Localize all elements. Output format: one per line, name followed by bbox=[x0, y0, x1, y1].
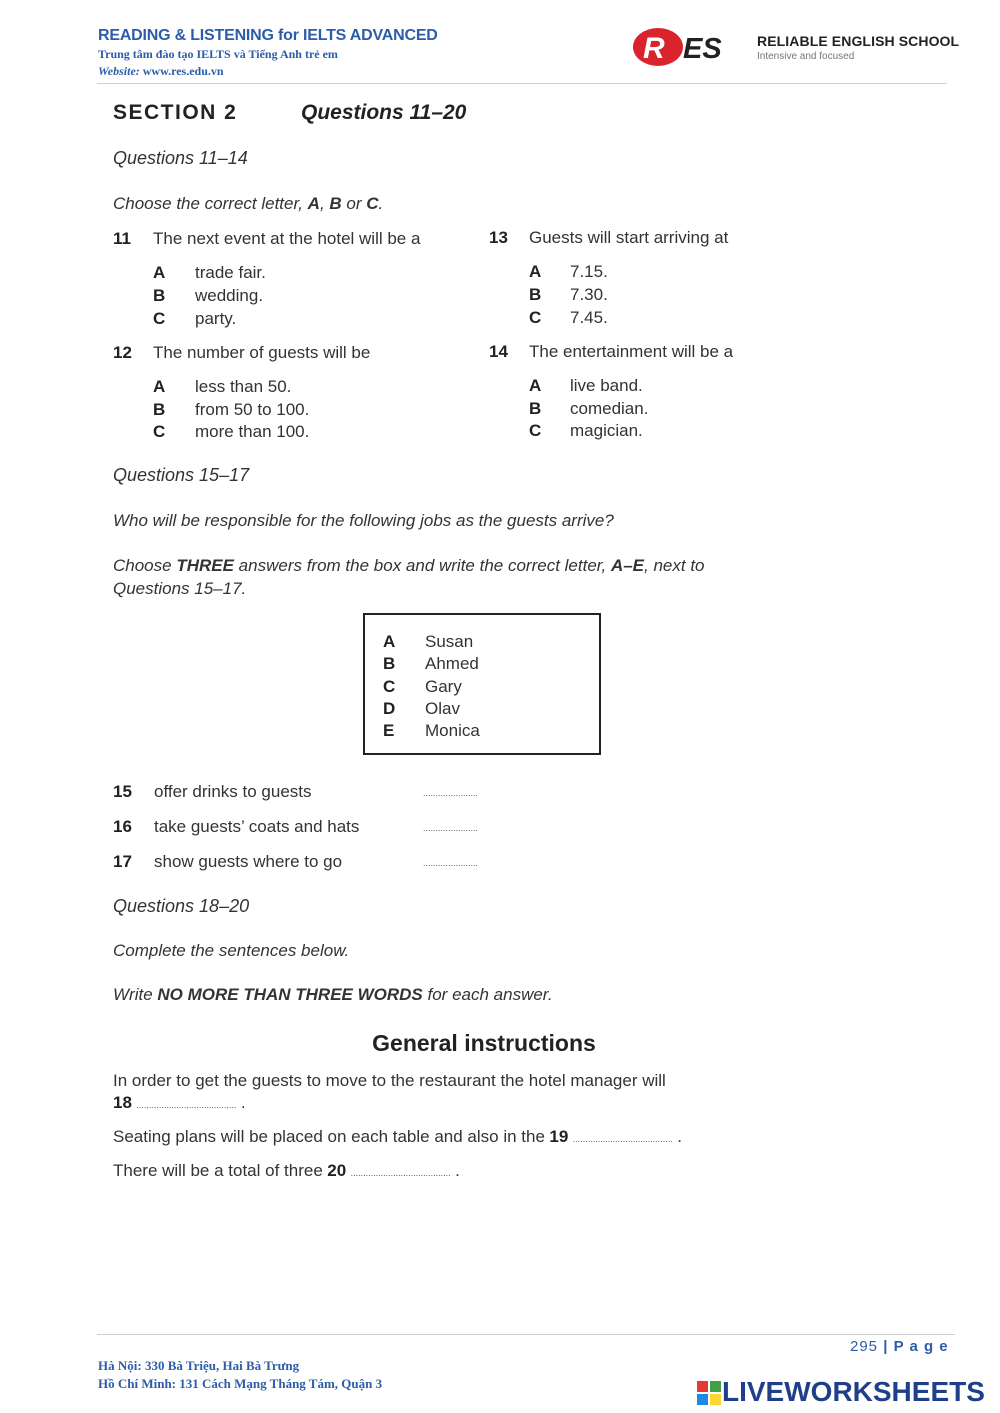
sentence-18-answer: 18 ........................................ . bbox=[113, 1093, 246, 1112]
question-stem: The next event at the hotel will be a bbox=[153, 229, 421, 248]
address-hanoi: Hà Nội: 330 Bà Triệu, Hai Bà Trưng bbox=[98, 1358, 300, 1373]
option-text[interactable]: comedian. bbox=[570, 399, 649, 418]
option-letter[interactable]: C bbox=[153, 309, 166, 328]
option-letter[interactable]: B bbox=[153, 286, 166, 305]
liveworksheets-brand[interactable]: LIVEWORKSHEETS bbox=[722, 1376, 985, 1407]
box-letter: D bbox=[383, 699, 396, 718]
svg-text:ES: ES bbox=[683, 33, 722, 65]
box-name: Gary bbox=[425, 677, 462, 696]
option-letter[interactable]: C bbox=[529, 308, 542, 327]
item-number: 15 bbox=[113, 782, 132, 801]
answer-blank[interactable]: ...................... bbox=[423, 823, 479, 833]
option-letter[interactable]: A bbox=[153, 263, 166, 282]
option-letter[interactable]: A bbox=[529, 262, 542, 281]
option-text[interactable]: from 50 to 100. bbox=[195, 400, 310, 419]
question-number: 12 bbox=[113, 343, 132, 362]
header-website bbox=[98, 64, 224, 79]
answer-blank[interactable]: ........................................ bbox=[350, 1168, 451, 1178]
part3-word-limit: Write NO MORE THAN THREE WORDS for each answer. bbox=[113, 985, 553, 1004]
part2-instruction-line2: Questions 15–17. bbox=[113, 579, 247, 598]
option-letter[interactable]: A bbox=[529, 376, 542, 395]
section-title: SECTION 2 bbox=[113, 101, 238, 124]
part2-instruction: Choose THREE answers from the box and write the correct letter, A–E, next to bbox=[113, 556, 705, 575]
part3-instruction: Complete the sentences below. bbox=[113, 941, 350, 960]
option-text[interactable]: 7.15. bbox=[570, 262, 608, 281]
item-number: 16 bbox=[113, 817, 132, 836]
option-text[interactable]: trade fair. bbox=[195, 263, 266, 282]
section-questions-range: Questions 11–20 bbox=[301, 101, 467, 124]
box-name: Monica bbox=[425, 721, 480, 740]
box-name: Olav bbox=[425, 699, 460, 718]
option-text[interactable]: wedding. bbox=[195, 286, 264, 305]
box-letter: A bbox=[383, 632, 396, 651]
box-letter: B bbox=[383, 654, 396, 673]
blank-number: 18 bbox=[113, 1093, 132, 1112]
page-number: 295 | P a g e bbox=[850, 1338, 949, 1355]
question-stem: The entertainment will be a bbox=[529, 342, 734, 361]
option-letter[interactable]: B bbox=[529, 285, 542, 304]
box-letter: E bbox=[383, 721, 395, 740]
names-box bbox=[363, 613, 601, 755]
answer-blank[interactable]: ...................... bbox=[423, 858, 479, 868]
question-stem: The number of guests will be bbox=[153, 343, 371, 362]
option-text[interactable]: party. bbox=[195, 309, 237, 328]
question-number: 11 bbox=[113, 229, 131, 248]
part2-heading: Questions 15–17 bbox=[113, 465, 250, 485]
school-name: RELIABLE ENGLISH SCHOOL bbox=[757, 33, 960, 49]
option-text[interactable]: live band. bbox=[570, 376, 643, 395]
header-divider bbox=[97, 83, 947, 84]
item-text: take guests’ coats and hats bbox=[154, 817, 360, 836]
general-instructions-title: General instructions bbox=[372, 1030, 596, 1056]
website-url[interactable]: www.res.edu.vn bbox=[142, 64, 224, 78]
option-letter[interactable]: B bbox=[529, 399, 542, 418]
part1-heading: Questions 11–14 bbox=[113, 148, 248, 168]
sentence-18-text: In order to get the guests to move to the restaurant the hotel manager will bbox=[113, 1071, 666, 1090]
question-number: 13 bbox=[489, 228, 508, 247]
item-number: 17 bbox=[113, 852, 132, 871]
item-text: offer drinks to guests bbox=[154, 782, 312, 801]
option-text[interactable]: less than 50. bbox=[195, 377, 292, 396]
box-name: Susan bbox=[425, 632, 474, 651]
option-letter[interactable]: B bbox=[153, 400, 166, 419]
answer-blank[interactable]: ...................... bbox=[423, 788, 479, 798]
part2-question-line: Who will be responsible for the following jobs as the guests arrive? bbox=[113, 511, 614, 530]
option-letter[interactable]: A bbox=[153, 377, 166, 396]
question-stem: Guests will start arriving at bbox=[529, 228, 729, 247]
blank-number: 20 bbox=[327, 1161, 347, 1180]
option-letter[interactable]: C bbox=[529, 421, 542, 440]
part1-instruction: Choose the correct letter, A, B or C. bbox=[113, 194, 384, 213]
liveworksheets-logo-icon bbox=[697, 1381, 721, 1405]
part3-heading: Questions 18–20 bbox=[113, 896, 250, 916]
res-logo bbox=[632, 27, 752, 67]
option-letter[interactable]: C bbox=[153, 422, 166, 441]
svg-text:R: R bbox=[643, 32, 665, 65]
answer-blank[interactable]: ........................................ bbox=[136, 1100, 237, 1110]
sentence-19: Seating plans will be placed on each table and also in the 19 ........................................ . bbox=[113, 1127, 682, 1146]
blank-number: 19 bbox=[549, 1127, 569, 1146]
option-text[interactable]: magician. bbox=[570, 421, 643, 440]
answer-blank[interactable]: ........................................ bbox=[572, 1134, 673, 1144]
school-tagline: Intensive and focused bbox=[757, 51, 855, 62]
website-label: Website: bbox=[98, 64, 140, 78]
header-subtitle: Trung tâm đào tạo IELTS và Tiếng Anh trẻ em bbox=[98, 47, 338, 61]
question-number: 14 bbox=[489, 342, 508, 361]
sentence-20: There will be a total of three 20 ........................................ . bbox=[113, 1161, 460, 1180]
header-title: READING & LISTENING for IELTS ADVANCED bbox=[98, 27, 438, 44]
box-letter: C bbox=[383, 677, 396, 696]
item-text: show guests where to go bbox=[154, 852, 343, 871]
option-text[interactable]: more than 100. bbox=[195, 422, 310, 441]
option-text[interactable]: 7.30. bbox=[570, 285, 608, 304]
footer-divider bbox=[97, 1334, 955, 1335]
box-name: Ahmed bbox=[425, 654, 479, 673]
option-text[interactable]: 7.45. bbox=[570, 308, 608, 327]
address-hcm: Hồ Chí Minh: 131 Cách Mạng Tháng Tám, Quận 3 bbox=[98, 1376, 383, 1391]
